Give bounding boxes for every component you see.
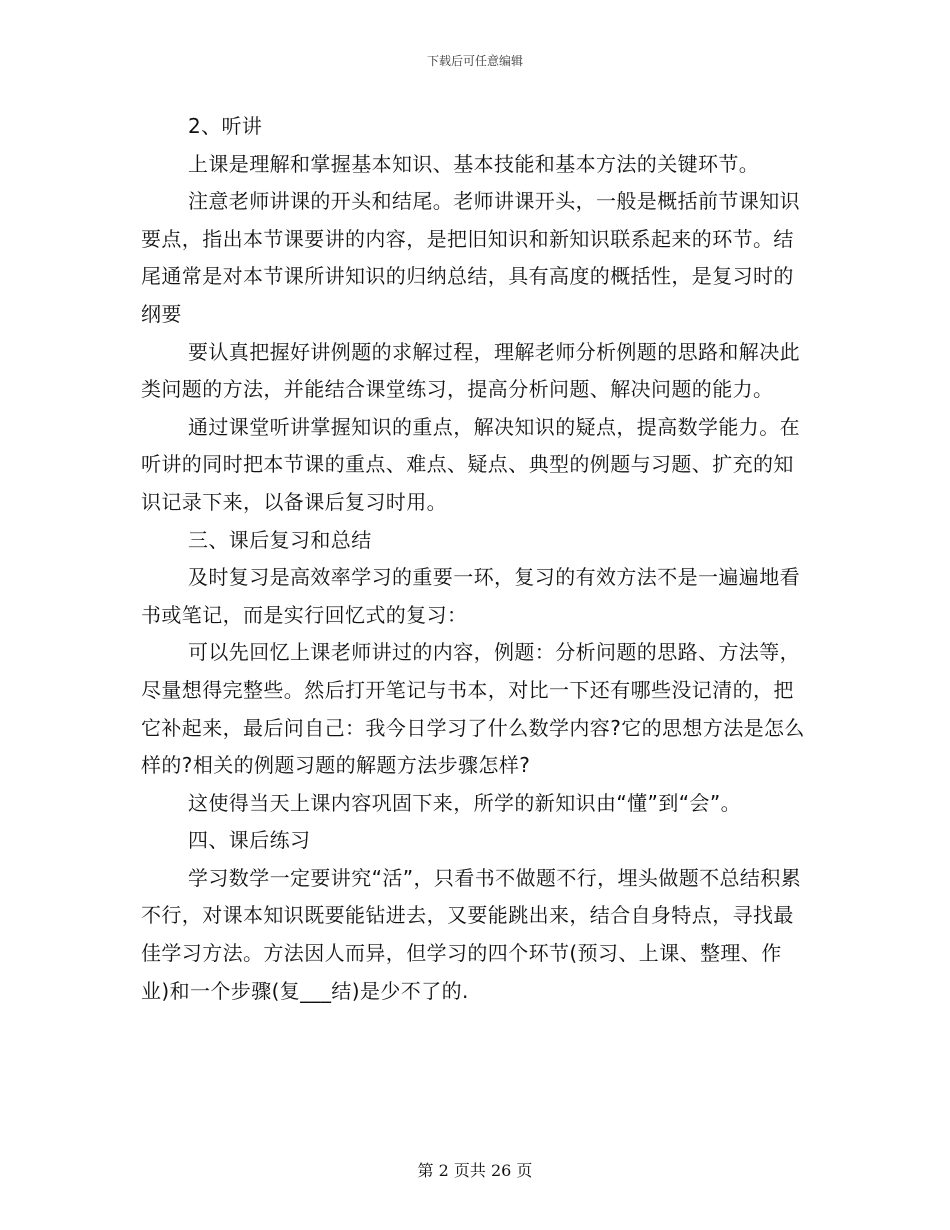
paragraph: 注意老师讲课的开头和结尾。老师讲课开头，一般是概括前节课知识要点，指出本节课要讲的内容，是把旧知识和新知识联系起来的环节。结尾通常是对本节课所讲知识的归纳总结，具有高度的概括性，是复习时的纲要 <box>141 189 800 326</box>
paragraph: 上课是理解和掌握基本知识、基本技能和基本方法的关键环节。 <box>188 151 760 176</box>
paragraph: 这使得当天上课内容巩固下来，所学的新知识由“懂”到“会”。 <box>188 790 742 815</box>
paragraph: 通过课堂听讲掌握知识的重点，解决知识的疑点，提高数学能力。在听讲的同时把本节课的重点、难点、疑点、典型的例题与习题、扩充的知识记录下来，以备课后复习时用。 <box>141 414 800 514</box>
page-header: 下载后可任意编辑 <box>426 54 523 68</box>
section-heading-practice: 四、课后练习 <box>188 828 311 853</box>
paragraph: 可以先回忆上课老师讲过的内容，例题：分析问题的思路、方法等，尽量想得完整些。然后打开笔记与书本，对比一下还有哪些没记清的，把它补起来，最后问自己：我今日学习了什么数学内容?它的思想方法是怎么样的?相关的例题习题的解题方法步骤怎样? <box>141 640 805 778</box>
document-body <box>141 108 809 1010</box>
page-number-footer: 第 2 页共 26 页 <box>417 1161 533 1180</box>
section-heading-review: 三、课后复习和总结 <box>188 527 372 552</box>
section-heading-listening: 2、听讲 <box>188 114 263 138</box>
paragraph: 学习数学一定要讲究“活”，只看书不做题不行，埋头做题不总结积累不行，对课本知识既要能钻进去，又要能跳出来，结合自身特点，寻找最佳学习方法。方法因人而异，但学习的四个环节(预习、上课、整理、作业)和一个步骤(复___结)是少不了的. <box>141 865 802 1003</box>
paragraph: 及时复习是高效率学习的重要一环，复习的有效方法不是一遍遍地看书或笔记，而是实行回忆式的复习： <box>141 565 800 627</box>
paragraph: 要认真把握好讲例题的求解过程，理解老师分析例题的思路和解决此类问题的方法，并能结合课堂练习，提高分析问题、解决问题的能力。 <box>141 339 800 402</box>
